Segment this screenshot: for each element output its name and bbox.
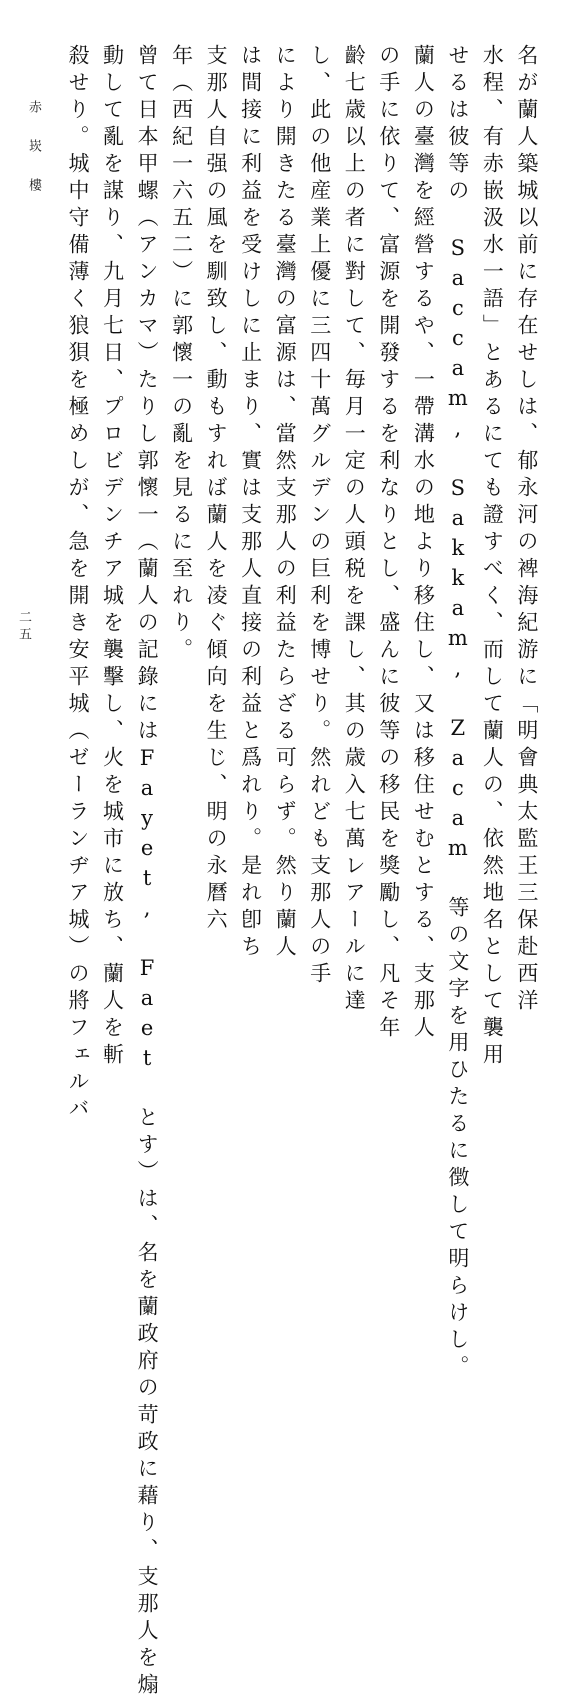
body-text	[66, 44, 539, 1700]
text-column: 動して亂を謀り、九月七日、プロビデンチア城を襲擊し、火を城市に放ち、蘭人を斬	[100, 44, 125, 1070]
text-column: 曾て日本甲螺（アンカマ）たりし郭懷一（蘭人の記錄にはFayet, Faet とす）は、名を蘭政府の苛政に藉り、支那人を煽	[135, 44, 160, 1700]
text-column: 齡七歳以上の者に對して、毎月一定の人頭税を課し、其の歳入七萬レアールに達	[342, 44, 367, 1016]
text-column: 支那人自强の風を馴致し、動もすれば蘭人を凌ぐ傾向を生じ、明の永曆六	[204, 44, 229, 935]
page-number: 二五	[16, 610, 31, 644]
text-column: 年（西紀一六五二）に郭懷一の亂を見るに至れり。	[169, 44, 194, 665]
running-header-title: 赤崁樓	[26, 100, 41, 217]
text-column: 名が蘭人築城以前に存在せしは、郁永河の裨海紀游に「明會典太監王三保赴西洋	[514, 44, 539, 1016]
text-column: 蘭人の臺灣を經營するや、一帶溝水の地より移住し、又は移住せむとする、支那人	[411, 44, 436, 1043]
text-column: は間接に利益を受けしに止まり、實は支那人直接の利益と爲れり。是れ卽ち	[238, 44, 263, 962]
text-column: 水程、有赤嵌汲水一語」とあるにても證すべく、而して蘭人の、依然地名として襲用	[480, 44, 505, 1070]
text-column: 殺せり。城中守備薄く狼狽を極めしが、急を開き安平城（ゼーランヂア城）の將フェルバ	[66, 44, 90, 1124]
text-column: により開きたる臺灣の富源は、當然支那人の利益たらざる可らず。然り蘭人	[273, 44, 298, 962]
text-column: の手に依りて、富源を開發するを利なりとし、盛んに彼等の移民を獎勵し、凡そ年	[376, 44, 401, 1043]
text-column: し、此の他産業上優に三四十萬グルデンの巨利を博せり。然れども支那人の手	[307, 44, 332, 989]
text-column: せるは彼等の Saccam, Sakkam, Zacam 等の文字を用ひたるに徴して明らけし。	[445, 44, 470, 1382]
